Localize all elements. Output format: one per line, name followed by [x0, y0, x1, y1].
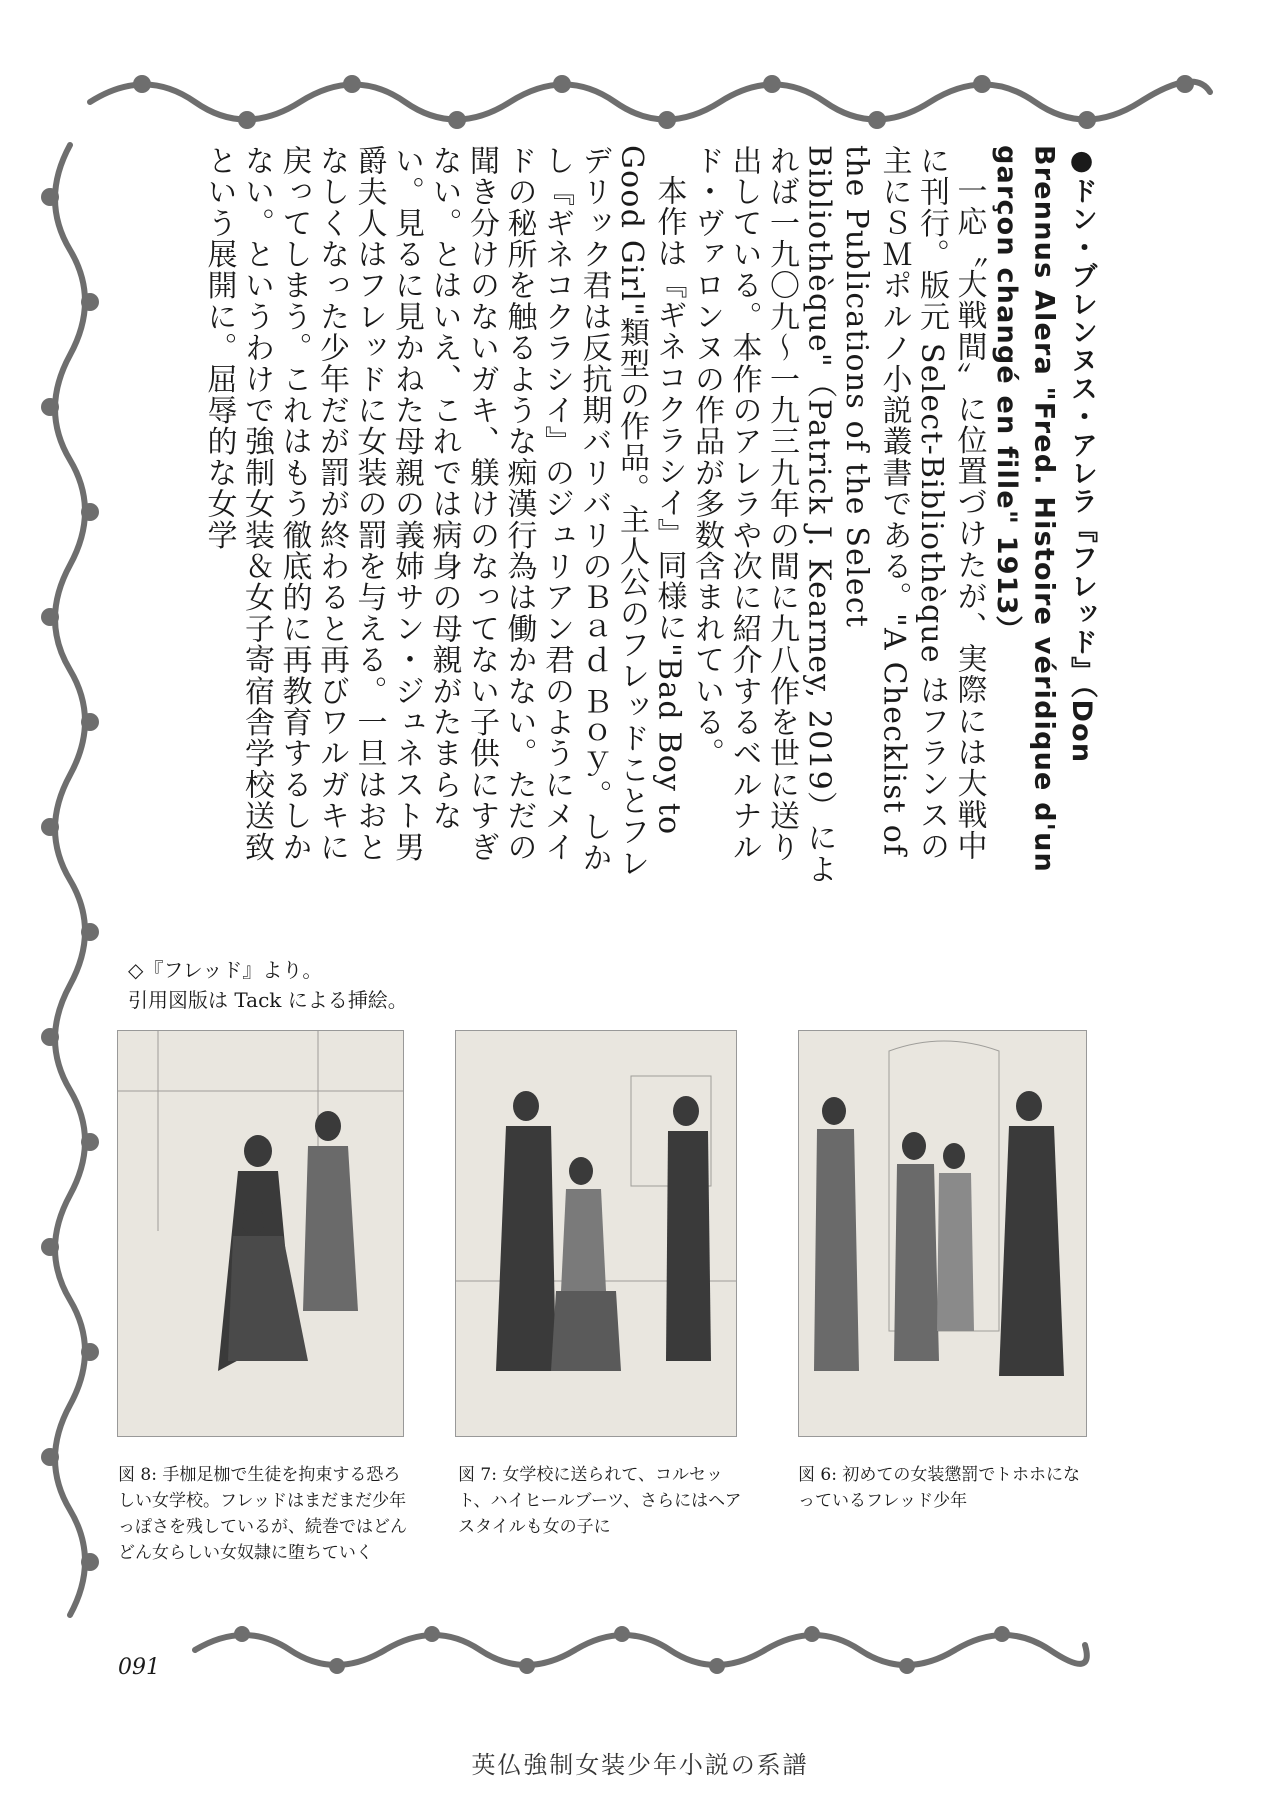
illustration-fig-6 — [798, 1030, 1087, 1437]
left-scroll-ornament — [35, 140, 105, 1620]
paragraph-1: 一応〝大戦間〟に位置づけたが、実際には大戦中に刊行。版元 Select-Bibliothèque はフランスの主にＳＭポルノ小説叢書である。"A Checklist of the Publications of the Select Bibliothèque"（Patrick J. Kearney, 2019）によれば一九〇九～一九三九年の間に九八作を世に送り出している。本作のアレラや次に紹介するベルナルド・ヴァロンヌの作品が多数含まれている。 — [689, 145, 987, 885]
figure-intro — [128, 955, 408, 1015]
paragraph-2: 本作は『ギネコクラシイ』同様に"Bad Boy to Good Girl"類型の作品。主人公のフレッドことフレデリック君は反抗期バリバリのＢａｄ Ｂｏｙ。しかし『ギネコクラシイ』のジュリアン君のようにメイドの秘所を触るような痴漢行為は働かない。ただの聞き分けのないガキ、躾けのなってない子供にすぎない。とはいえ、これでは病身の母親がたまらない。見るに見かねた母親の義姉サン・ジュネスト男爵夫人はフレッドに女装の罰を与える。一旦はおとなしくなった少年だが罰が終わると再びワルガキに戻ってしまう。これはもう徹底的に再教育するしかない。というわけで強制女装＆女子寄宿舎学校送致という展開に。屈辱的な女学 — [201, 145, 687, 879]
section-heading: ●ドン・ブレンヌス・アレラ『フレッド』（Don Brennus Alera "Fred. Histoire véridique d'un garçon changé en fille" 1913） — [991, 145, 1097, 873]
illustration-fig-7 — [455, 1030, 737, 1437]
page-number: 091 — [118, 1655, 160, 1680]
figure-7-caption: 図 7: 女学校に送られて、コルセット、ハイヒールブーツ、さらにはヘアスタイルも女の子に — [458, 1465, 742, 1537]
top-scroll-ornament — [85, 62, 1215, 132]
figure-8-caption: 図 8: 手枷足枷で生徒を拘束する恐ろしい女学校。フレッドはまだまだ少年っぽさを残しているが、続巻ではどんどん女らしい女奴隷に堕ちていく — [118, 1465, 407, 1563]
figure-intro-line-1: ◇『フレッド』より。 — [128, 958, 323, 982]
illustration-fig-8 — [117, 1030, 404, 1437]
bottom-scroll-ornament — [190, 1620, 1090, 1680]
figure-6-caption: 図 6: 初めての女装懲罰でトホホになっているフレッド少年 — [798, 1465, 1081, 1511]
article-body — [140, 145, 1100, 885]
figure-intro-line-2: 引用図版は Tack による挿絵。 — [128, 988, 408, 1012]
book-title: 英仏強制女装少年小説の系譜 — [471, 1751, 809, 1779]
